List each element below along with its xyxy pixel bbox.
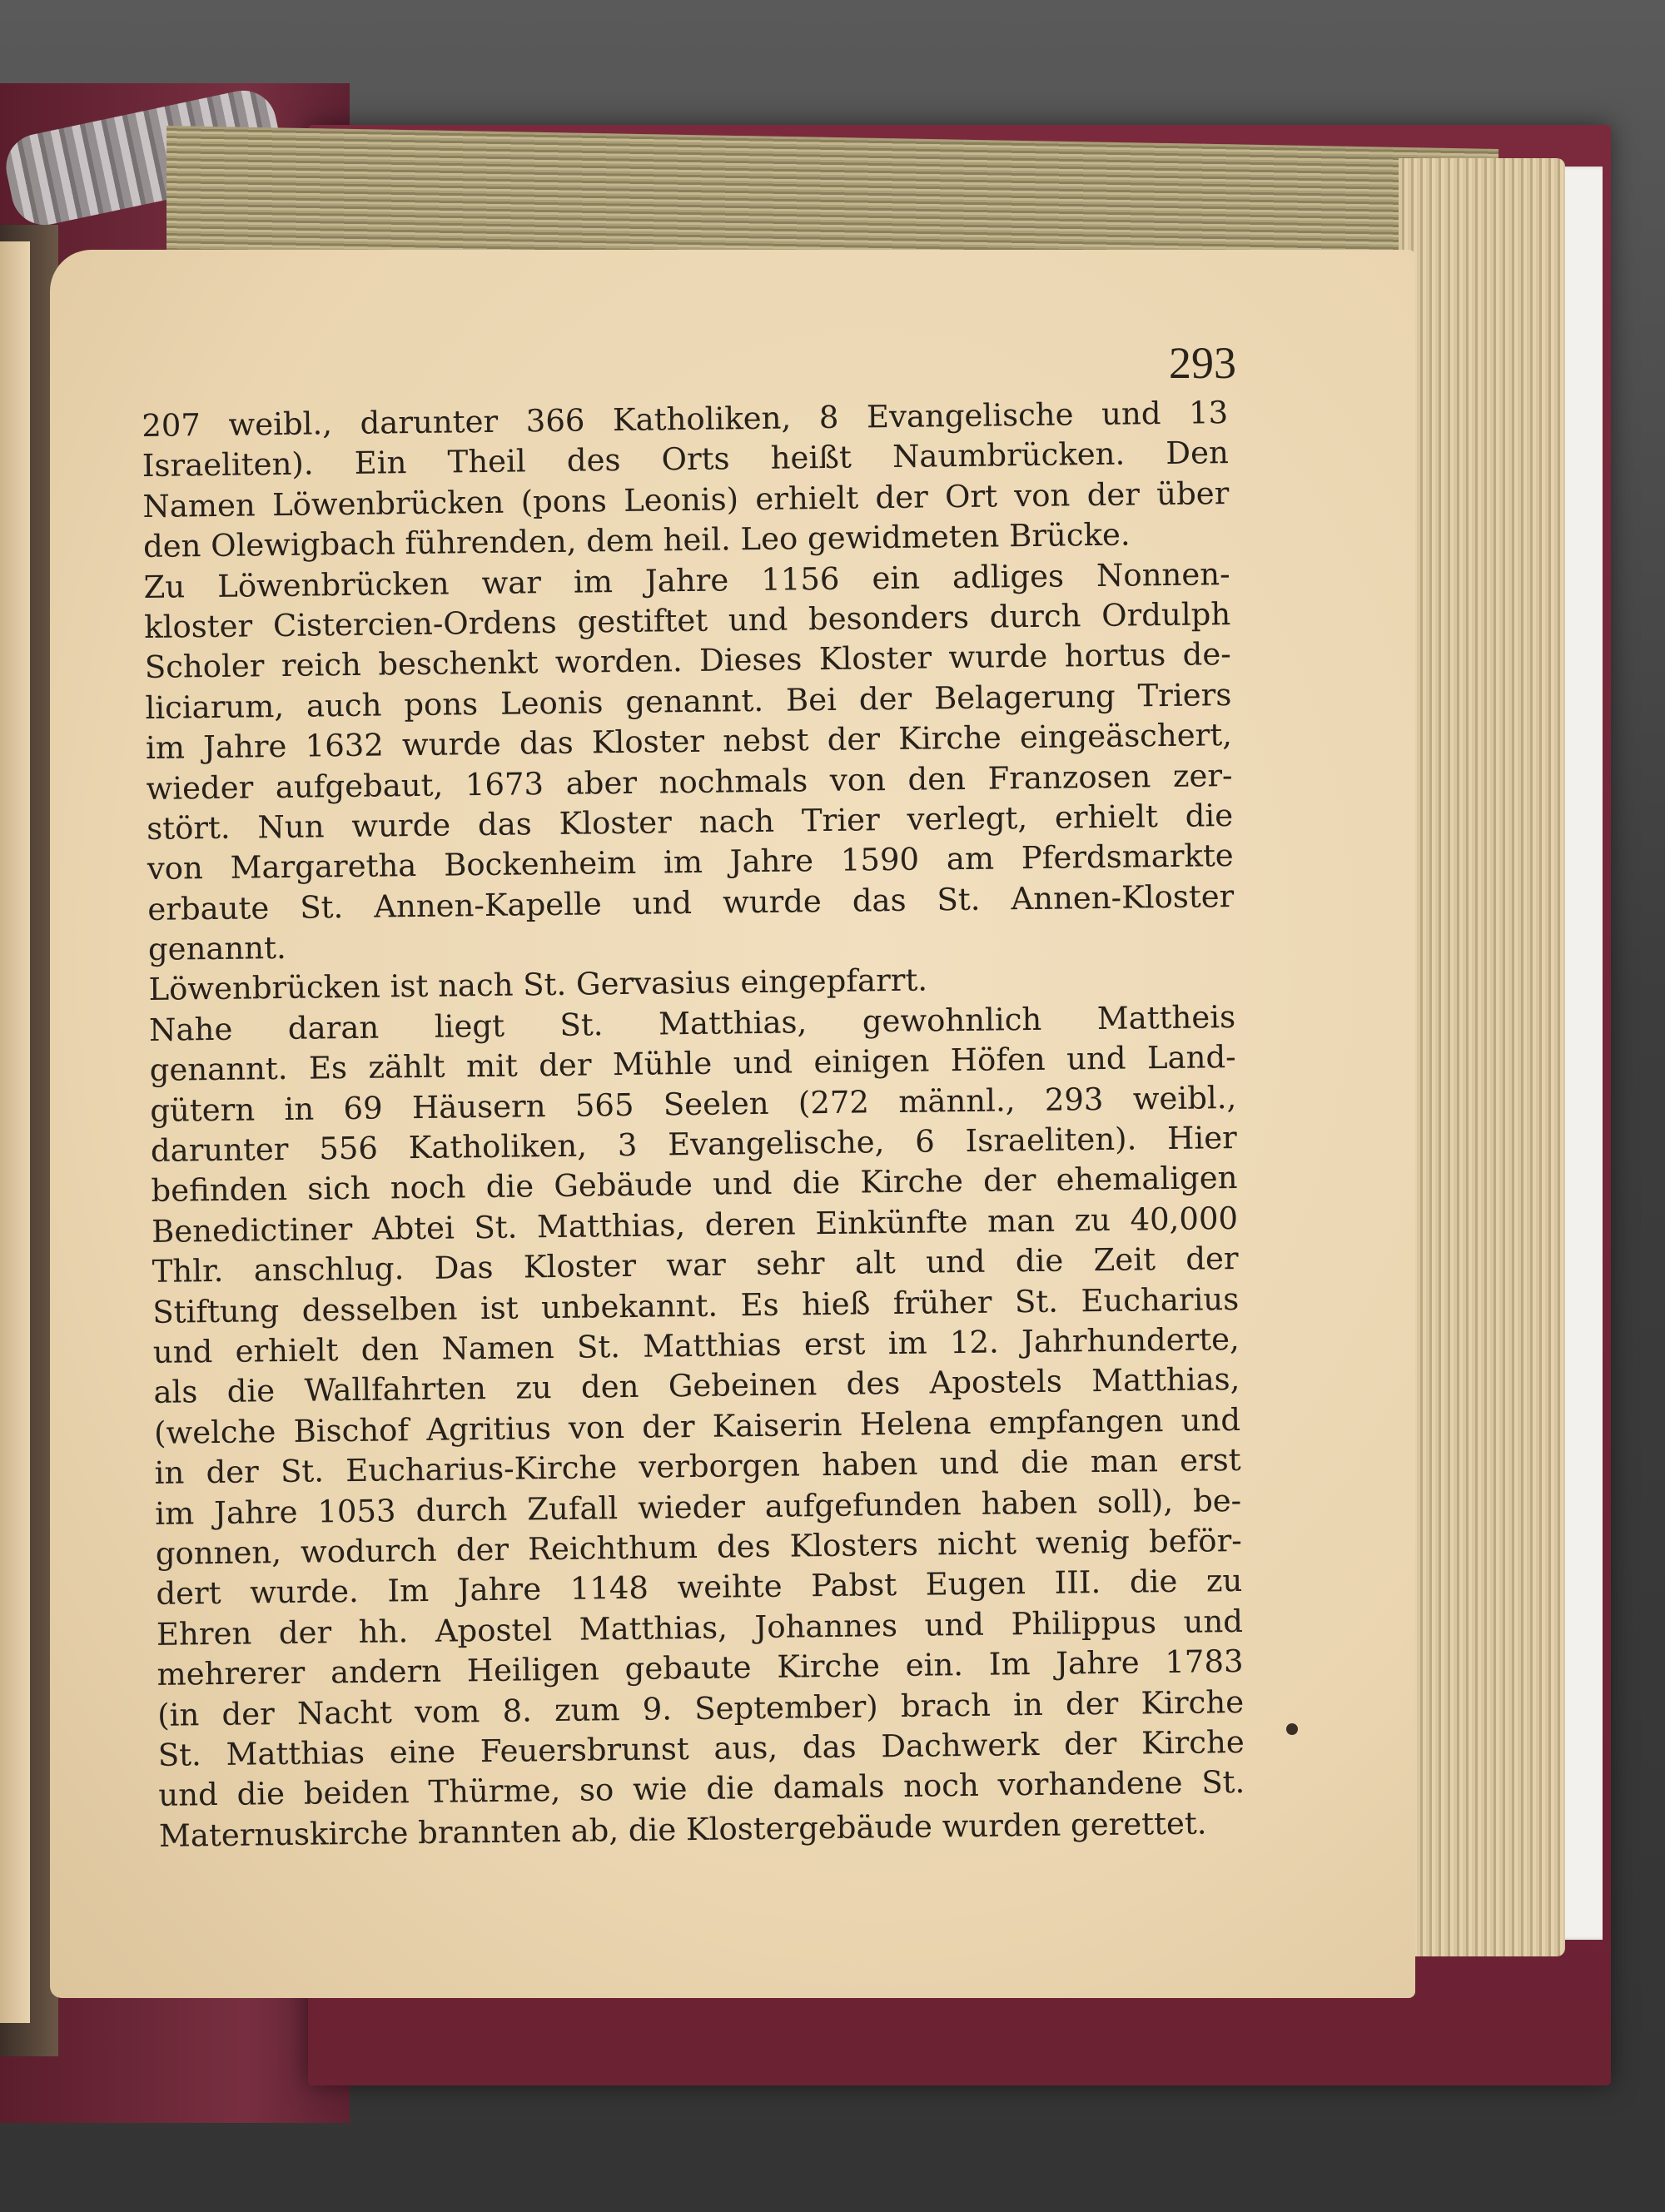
text-line: den Olewigbach führenden, dem heil. Leo gewidmeten Brücke. xyxy=(142,516,1131,565)
text-line: Benedictiner Abtei St. Matthias, deren Einkünfte man zu 40,000 xyxy=(151,1200,1239,1250)
text-line: dert wurde. Im Jahre 1148 weihte Pabst Eugen III. die zu xyxy=(156,1563,1243,1613)
text-line: Scholer reich beschenkt worden. Dieses Kloster wurde hortus de- xyxy=(144,636,1231,686)
text-line: gonnen, wodurch der Reichthum des Klosters nicht wenig beför- xyxy=(155,1522,1243,1572)
text-line: in der St. Eucharius-Kirche verborgen haben und die man erst xyxy=(154,1442,1241,1492)
text-line: Namen Löwenbrücken (pons Leonis) erhielt der Ort von der über xyxy=(142,475,1230,524)
text-line: St. Matthias eine Feuersbrunst aus, das Dachwerk der Kirche xyxy=(157,1723,1245,1773)
text-line: Zu Löwenbrücken war im Jahre 1156 ein adliges Nonnen- xyxy=(143,555,1230,605)
text-line: im Jahre 1632 wurde das Kloster nebst der Kirche eingeäschert, xyxy=(145,717,1233,767)
text-line: (welche Bischof Agritius von der Kaiserin Helena empfangen und xyxy=(153,1401,1241,1451)
page-edges-right xyxy=(1399,158,1565,1956)
text-line: von Margaretha Bockenheim im Jahre 1590 am Pferdsmarkte xyxy=(147,838,1234,887)
page-text xyxy=(142,393,1245,1857)
text-line: und die beiden Thürme, so wie die damals noch vorhandene St. xyxy=(158,1764,1245,1814)
text-line: kloster Cistercien-Ordens gestiftet und besonders durch Ordulph xyxy=(143,595,1231,645)
text-line: Thlr. anschlug. Das Kloster war sehr alt und die Zeit der xyxy=(152,1240,1239,1290)
text-line: Stiftung desselben ist unbekannt. Es hieß früher St. Eucharius xyxy=(152,1280,1240,1330)
text-line: im Jahre 1053 durch Zufall wieder aufgefunden haben soll), be- xyxy=(154,1482,1242,1532)
left-page-edge xyxy=(0,241,30,2023)
text-line: als die Wallfahrten zu den Gebeinen des Apostels Matthias, xyxy=(153,1361,1240,1411)
text-line: Israeliten). Ein Theil des Orts heißt Naumbrücken. Den xyxy=(142,435,1230,485)
text-line: und erhielt den Namen St. Matthias erst im 12. Jahrhunderte, xyxy=(152,1320,1240,1370)
text-line: Ehren der hh. Apostel Matthias, Johannes und Philippus und xyxy=(156,1603,1244,1653)
text-line: genannt. xyxy=(147,930,286,968)
margin-mark xyxy=(1286,1723,1298,1735)
text-line: erbaute St. Annen-Kapelle und wurde das St. Annen-Kloster xyxy=(147,877,1235,927)
text-line: wieder aufgebaut, 1673 aber nochmals von den Franzosen zer- xyxy=(146,757,1233,807)
text-line: 207 weibl., darunter 366 Katholiken, 8 Evangelische und 13 xyxy=(142,395,1229,444)
text-line: genannt. Es zählt mit der Mühle und einigen Höfen und Land- xyxy=(149,1039,1236,1089)
text-line: befinden sich noch die Gebäude und die Kirche der ehemaligen xyxy=(151,1160,1238,1210)
text-line: Maternuskirche brannten ab, die Klostergebäude wurden gerettet. xyxy=(158,1805,1207,1854)
text-line: mehrerer andern Heiligen gebaute Kirche ein. Im Jahre 1783 xyxy=(157,1643,1244,1693)
text-line: darunter 556 Katholiken, 3 Evangelische, 6 Israeliten). Hier xyxy=(150,1120,1238,1169)
page-number: 293 xyxy=(1169,338,1236,388)
text-line: stört. Nun wurde das Kloster nach Trier verlegt, erhielt die xyxy=(146,797,1234,847)
text-line: Nahe daran liegt St. Matthias, gewohnlich Mattheis xyxy=(148,998,1236,1048)
text-line: Löwenbrücken ist nach St. Gervasius eingepfarrt. xyxy=(148,962,928,1008)
text-line: (in der Nacht vom 8. zum 9. September) brach in der Kirche xyxy=(157,1683,1245,1733)
text-line: liciarum, auch pons Leonis genannt. Bei der Belagerung Triers xyxy=(145,676,1232,726)
text-line: gütern in 69 Häusern 565 Seelen (272 männl., 293 weibl., xyxy=(150,1079,1237,1129)
